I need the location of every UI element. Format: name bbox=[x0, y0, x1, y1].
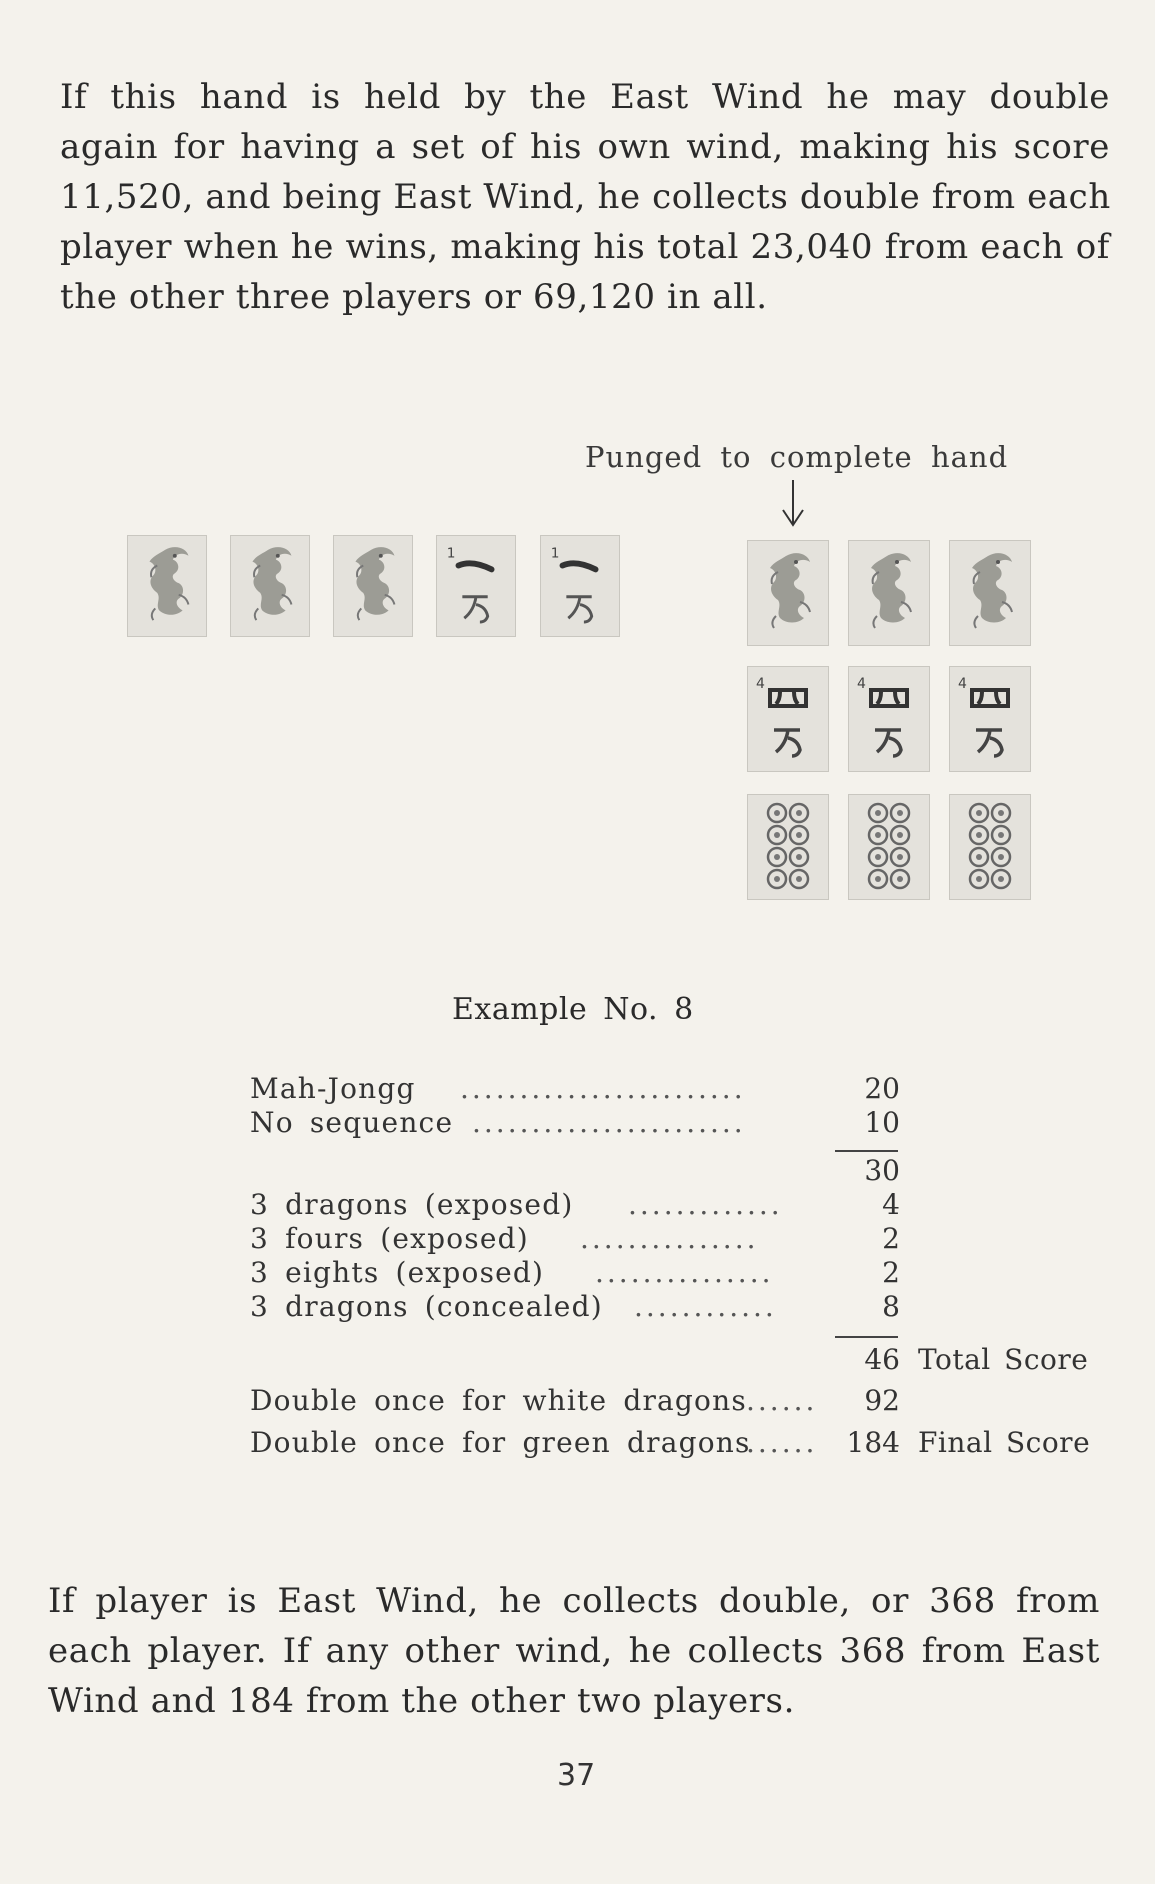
total-row bbox=[250, 1340, 1100, 1380]
eight-circles-tile bbox=[747, 794, 829, 900]
dragon-tile bbox=[747, 540, 829, 646]
page-number: 37 bbox=[557, 1758, 596, 1793]
leader-dots: ............... bbox=[595, 1256, 774, 1289]
total-note: Total Score bbox=[918, 1343, 1089, 1376]
down-arrow-icon bbox=[779, 478, 807, 528]
score-value: 2 bbox=[882, 1222, 900, 1255]
score-row bbox=[250, 1188, 1100, 1222]
dragon-tile bbox=[949, 540, 1031, 646]
closing-line: each player. If any other wind, he collects 368 from East bbox=[48, 1631, 1100, 1671]
double-row bbox=[250, 1380, 1100, 1422]
score-value: 4 bbox=[882, 1188, 900, 1221]
score-table bbox=[250, 1072, 1100, 1464]
intro-line: again for having a set of his own wind, making his score bbox=[60, 127, 1110, 167]
score-row bbox=[250, 1106, 1100, 1140]
score-row bbox=[250, 1290, 1100, 1324]
closing-line: Wind and 184 from the other two players. bbox=[48, 1681, 795, 1721]
intro-line: player when he wins, making his total 23,040 from each of bbox=[60, 227, 1110, 267]
leader-dots: ...... bbox=[746, 1426, 818, 1459]
leader-dots: ............... bbox=[580, 1222, 759, 1255]
eight-circles-tile bbox=[949, 794, 1031, 900]
four-character-tile bbox=[848, 666, 930, 772]
dragon-tile bbox=[230, 535, 310, 637]
double-label: Double once for white dragons bbox=[250, 1384, 747, 1417]
dragon-tile bbox=[848, 540, 930, 646]
leader-dots: ...... bbox=[746, 1384, 818, 1417]
punged-caption: Punged to complete hand bbox=[585, 440, 1009, 474]
score-row bbox=[250, 1072, 1100, 1106]
score-label: 3 fours (exposed) bbox=[250, 1222, 529, 1255]
example-heading: Example No. 8 bbox=[452, 992, 694, 1027]
svg-text:4: 4 bbox=[756, 676, 765, 692]
leader-dots: ....................... bbox=[472, 1106, 746, 1139]
dragon-tile bbox=[127, 535, 207, 637]
score-label: No sequence bbox=[250, 1106, 454, 1139]
one-character-tile bbox=[436, 535, 516, 637]
score-label: 3 eights (exposed) bbox=[250, 1256, 545, 1289]
intro-line: If this hand is held by the East Wind he may double bbox=[60, 77, 1110, 117]
total-rule bbox=[835, 1336, 898, 1338]
score-value: 2 bbox=[882, 1256, 900, 1289]
closing-line: If player is East Wind, he collects double, or 368 from bbox=[48, 1581, 1100, 1621]
closing-paragraph bbox=[48, 1576, 1100, 1726]
total-value: 46 bbox=[864, 1343, 900, 1376]
leader-dots: ............. bbox=[628, 1188, 783, 1221]
score-value: 8 bbox=[882, 1290, 900, 1323]
score-value: 20 bbox=[864, 1072, 900, 1105]
svg-text:4: 4 bbox=[857, 676, 866, 692]
one-character-tile bbox=[540, 535, 620, 637]
intro-paragraph bbox=[60, 72, 1110, 322]
svg-text:1: 1 bbox=[550, 545, 560, 562]
intro-line: 11,520, and being East Wind, he collects double from each bbox=[60, 177, 1111, 217]
svg-text:1: 1 bbox=[446, 545, 456, 562]
score-label: 3 dragons (concealed) bbox=[250, 1290, 603, 1323]
score-row bbox=[250, 1222, 1100, 1256]
double-label: Double once for green dragons bbox=[250, 1426, 751, 1459]
score-label: Mah-Jongg bbox=[250, 1072, 416, 1105]
subtotal-row bbox=[250, 1154, 1100, 1188]
leader-dots: ............ bbox=[634, 1290, 777, 1323]
four-character-tile bbox=[949, 666, 1031, 772]
score-row bbox=[250, 1256, 1100, 1290]
svg-text:4: 4 bbox=[958, 676, 967, 692]
double-value: 184 bbox=[846, 1426, 900, 1459]
final-note: Final Score bbox=[918, 1426, 1091, 1459]
four-character-tile bbox=[747, 666, 829, 772]
eight-circles-tile bbox=[848, 794, 930, 900]
leader-dots: ........................ bbox=[460, 1072, 746, 1105]
score-value: 10 bbox=[864, 1106, 900, 1139]
subtotal-rule bbox=[835, 1150, 898, 1152]
intro-line: the other three players or 69,120 in all. bbox=[60, 277, 768, 317]
subtotal-value: 30 bbox=[864, 1154, 900, 1187]
score-label: 3 dragons (exposed) bbox=[250, 1188, 574, 1221]
dragon-tile bbox=[333, 535, 413, 637]
double-value: 92 bbox=[864, 1384, 900, 1417]
double-row bbox=[250, 1422, 1100, 1464]
